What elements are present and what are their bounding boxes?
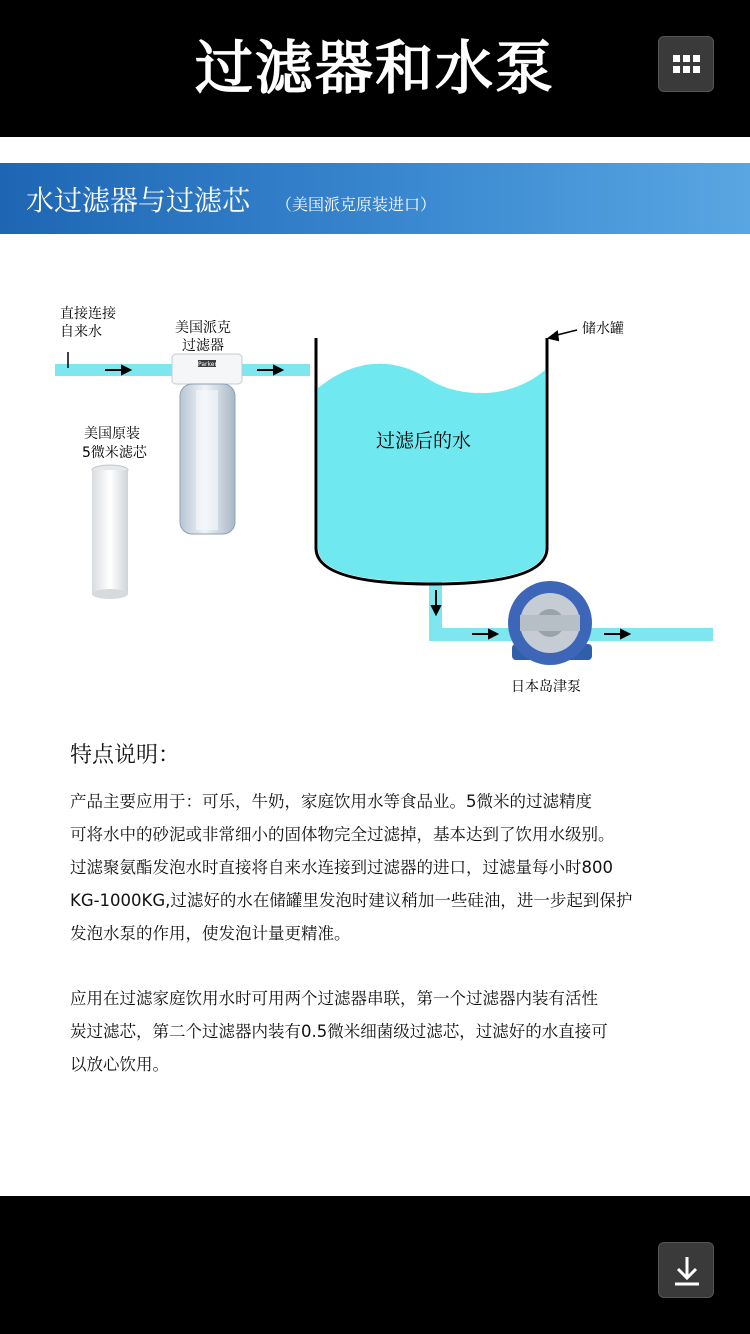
cartridge-label-2: 5微米滤芯 — [82, 445, 147, 461]
filter-brand-label: Parker — [198, 361, 217, 368]
filter-label-1: 美国派克 — [175, 320, 231, 336]
parker-filter — [172, 354, 242, 534]
water-label: 过滤后的水 — [376, 430, 472, 452]
water-system-diagram — [0, 290, 750, 710]
paragraph-line: 发泡水泵的作用，使发泡计量更精准。 — [70, 924, 351, 943]
paragraph-line: 可将水中的砂泥或非常细小的固体物完全过滤掉，基本达到了饮用水级别。 — [70, 825, 615, 844]
inlet-label-1: 直接连接 — [60, 306, 116, 322]
paragraph-line: KG-1000KG,过滤好的水在储罐里发泡时建议稍加一些硅油，进一步起到保护 — [70, 891, 633, 910]
section-banner — [0, 163, 750, 234]
banner-title: 水过滤器与过滤芯 — [26, 184, 251, 217]
pump-image — [508, 581, 592, 665]
paragraph-line: 过滤聚氨酯发泡水时直接将自来水连接到过滤器的进口，过滤量每小时800 — [70, 858, 613, 877]
banner-subtitle: （美国派克原装进口） — [276, 195, 437, 214]
features-paragraph-1 — [70, 785, 710, 950]
cartridge-label-1: 美国原装 — [84, 426, 140, 442]
page-title: 过滤器和水泵 — [194, 34, 555, 102]
paragraph-line: 应用在过滤家庭饮用水时可用两个过滤器串联，第一个过滤器内装有活性 — [70, 989, 598, 1008]
menu-button[interactable] — [658, 36, 714, 92]
pump-label: 日本岛津泵 — [511, 679, 581, 695]
download-button[interactable] — [658, 1242, 714, 1298]
filtered-water — [318, 364, 545, 582]
filter-label-2: 过滤器 — [182, 338, 224, 354]
tank-label: 储水罐 — [582, 321, 624, 337]
paragraph-line: 产品主要应用于：可乐，牛奶，家庭饮用水等食品业。5微米的过滤精度 — [70, 792, 592, 811]
inlet-label-2: 自来水 — [60, 324, 102, 340]
paragraph-line: 炭过滤芯，第二个过滤器内装有0.5微米细菌级过滤芯，过滤好的水直接可 — [70, 1022, 608, 1041]
top-bar — [0, 0, 750, 137]
features-title: 特点说明： — [70, 743, 181, 768]
paragraph-line: 以放心饮用。 — [70, 1055, 169, 1074]
filter-cartridge — [92, 465, 128, 599]
bottom-bar — [0, 1196, 750, 1334]
features-paragraph-2 — [70, 982, 710, 1081]
download-icon — [659, 1243, 715, 1299]
